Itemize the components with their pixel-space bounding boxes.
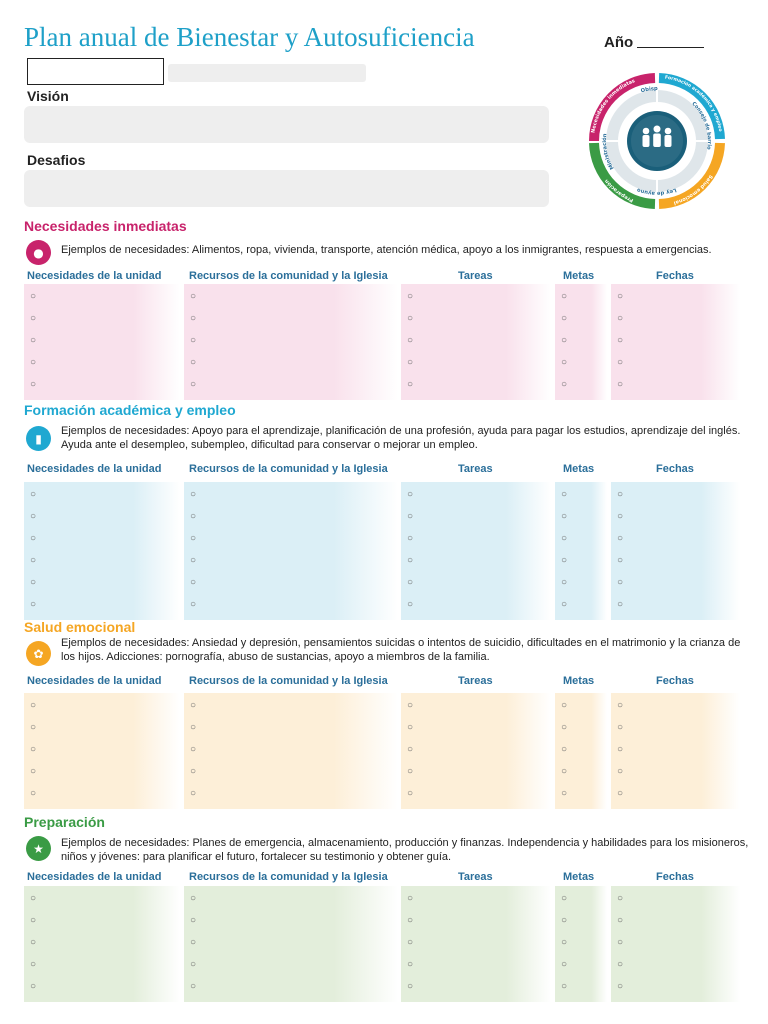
column-header: Necesidades de la unidad <box>27 463 162 475</box>
column-header: Recursos de la comunidad y la Iglesia <box>189 463 388 475</box>
wheel-label-0: Necesidades inmediatas <box>590 78 636 134</box>
challenges-field[interactable] <box>24 170 549 207</box>
table-cell[interactable]: ○ <box>617 577 624 588</box>
table-cell[interactable]: ○ <box>190 489 197 500</box>
table-cell[interactable]: ○ <box>561 915 568 926</box>
table-cell[interactable]: ○ <box>190 379 197 390</box>
year-input-line[interactable] <box>637 47 704 48</box>
table-cell[interactable]: ○ <box>190 335 197 346</box>
table-cell[interactable]: ○ <box>30 489 37 500</box>
unit-name-field[interactable] <box>168 64 366 82</box>
table-cell[interactable]: ○ <box>30 533 37 544</box>
table-column <box>611 482 740 620</box>
column-header: Metas <box>563 675 595 687</box>
table-cell[interactable]: ○ <box>407 937 414 948</box>
table-cell[interactable]: ○ <box>30 766 37 777</box>
table-cell[interactable]: ○ <box>617 722 624 733</box>
table-cell[interactable]: ○ <box>617 981 624 992</box>
table-cell[interactable]: ○ <box>30 893 37 904</box>
table-cell[interactable]: ○ <box>407 533 414 544</box>
table-cell[interactable]: ○ <box>561 555 568 566</box>
vision-label: Visión <box>27 88 69 104</box>
table-cell[interactable]: ○ <box>407 555 414 566</box>
table-cell[interactable]: ○ <box>407 915 414 926</box>
table-cell[interactable]: ○ <box>190 981 197 992</box>
wheel-inner-label-3: Ministración <box>601 133 616 171</box>
table-cell[interactable]: ○ <box>407 981 414 992</box>
unit-name-input[interactable] <box>27 58 164 85</box>
apple-icon: ● <box>26 240 51 265</box>
table-cell[interactable]: ○ <box>190 511 197 522</box>
table-cell[interactable]: ○ <box>30 335 37 346</box>
table-cell[interactable]: ○ <box>30 788 37 799</box>
table-cell[interactable]: ○ <box>617 937 624 948</box>
table-cell[interactable]: ○ <box>617 533 624 544</box>
table-cell[interactable]: ○ <box>561 700 568 711</box>
table-cell[interactable]: ○ <box>190 893 197 904</box>
table-cell[interactable]: ○ <box>561 489 568 500</box>
table-cell[interactable]: ○ <box>190 766 197 777</box>
section-title: Salud emocional <box>24 619 136 635</box>
table-cell[interactable]: ○ <box>407 291 414 302</box>
table-cell[interactable]: ○ <box>561 577 568 588</box>
table-cell[interactable]: ○ <box>617 335 624 346</box>
section-description: Ejemplos de necesidades: Alimentos, ropa, vivienda, transporte, atención médica, apoyo a los inmigrantes, respuesta a emergencias. <box>61 244 712 256</box>
column-header: Necesidades de la unidad <box>27 270 162 282</box>
column-header: Fechas <box>656 270 694 282</box>
column-header: Tareas <box>458 463 493 475</box>
table-column <box>184 284 398 400</box>
column-header: Necesidades de la unidad <box>27 871 162 883</box>
table-cell[interactable]: ○ <box>190 959 197 970</box>
table-column <box>401 284 551 400</box>
table-cell[interactable]: ○ <box>190 577 197 588</box>
table-cell[interactable]: ○ <box>617 788 624 799</box>
table-cell[interactable]: ○ <box>190 722 197 733</box>
table-cell[interactable]: ○ <box>561 959 568 970</box>
table-cell[interactable]: ○ <box>561 335 568 346</box>
table-cell[interactable]: ○ <box>617 555 624 566</box>
table-cell[interactable]: ○ <box>561 599 568 610</box>
table-cell[interactable]: ○ <box>407 744 414 755</box>
table-cell[interactable]: ○ <box>407 722 414 733</box>
column-header: Tareas <box>458 871 493 883</box>
table-cell[interactable]: ○ <box>190 744 197 755</box>
table-cell[interactable]: ○ <box>407 959 414 970</box>
column-header: Fechas <box>656 871 694 883</box>
table-cell[interactable]: ○ <box>407 599 414 610</box>
stars-icon: ★ <box>26 836 51 861</box>
table-cell[interactable]: ○ <box>561 379 568 390</box>
column-header: Tareas <box>458 675 493 687</box>
table-cell[interactable]: ○ <box>617 599 624 610</box>
table-cell[interactable]: ○ <box>617 766 624 777</box>
column-header: Metas <box>563 463 595 475</box>
column-header: Recursos de la comunidad y la Iglesia <box>189 270 388 282</box>
table-column <box>611 693 740 809</box>
table-column <box>611 284 740 400</box>
table-column <box>24 284 180 400</box>
page-title: Plan anual de Bienestar y Autosuficiencia <box>24 22 475 52</box>
table-cell[interactable]: ○ <box>30 599 37 610</box>
table-cell[interactable]: ○ <box>561 533 568 544</box>
table-cell[interactable]: ○ <box>617 959 624 970</box>
table-cell[interactable]: ○ <box>561 291 568 302</box>
section-description: Ejemplos de necesidades: Apoyo para el aprendizaje, planificación de una profesión, ayuda para pagar los estudios, aprendizaje del inglés. Ayuda ante el desempleo, subempleo, dificultad para conservar o mejorar un empleo. <box>61 425 741 451</box>
table-cell[interactable]: ○ <box>407 766 414 777</box>
section-title: Necesidades inmediatas <box>24 218 187 234</box>
table-cell[interactable]: ○ <box>617 511 624 522</box>
table-cell[interactable]: ○ <box>617 379 624 390</box>
column-header: Metas <box>563 871 595 883</box>
column-header: Fechas <box>656 463 694 475</box>
wheel-label-1: Formación académica y empleo <box>664 75 723 133</box>
table-cell[interactable]: ○ <box>407 511 414 522</box>
column-header: Recursos de la comunidad y la Iglesia <box>189 871 388 883</box>
table-cell[interactable]: ○ <box>407 357 414 368</box>
table-column <box>24 482 180 620</box>
table-cell[interactable]: ○ <box>561 893 568 904</box>
table-cell[interactable]: ○ <box>190 599 197 610</box>
column-header: Necesidades de la unidad <box>27 675 162 687</box>
table-cell[interactable]: ○ <box>190 788 197 799</box>
table-cell[interactable]: ○ <box>561 766 568 777</box>
table-cell[interactable]: ○ <box>190 937 197 948</box>
table-cell[interactable]: ○ <box>407 335 414 346</box>
table-cell[interactable]: ○ <box>407 700 414 711</box>
table-cell[interactable]: ○ <box>30 511 37 522</box>
challenges-label: Desafios <box>27 152 86 168</box>
table-column <box>184 886 398 1002</box>
table-cell[interactable]: ○ <box>190 533 197 544</box>
section-title: Formación académica y empleo <box>24 402 236 418</box>
wheel-inner-label-1: Consejo de barrio <box>690 101 712 150</box>
table-cell[interactable]: ○ <box>561 722 568 733</box>
wheel-label-2: Salud emocional <box>672 173 714 206</box>
table-cell[interactable]: ○ <box>407 788 414 799</box>
table-cell[interactable]: ○ <box>617 489 624 500</box>
column-header: Fechas <box>656 675 694 687</box>
table-cell[interactable]: ○ <box>190 915 197 926</box>
table-cell[interactable]: ○ <box>561 511 568 522</box>
table-column <box>24 693 180 809</box>
table-cell[interactable]: ○ <box>561 937 568 948</box>
table-cell[interactable]: ○ <box>30 357 37 368</box>
table-cell[interactable]: ○ <box>30 555 37 566</box>
wheel-inner-label-0: Obisp <box>640 85 658 95</box>
table-cell[interactable]: ○ <box>407 313 414 324</box>
table-cell[interactable]: ○ <box>617 357 624 368</box>
table-cell[interactable]: ○ <box>190 291 197 302</box>
table-cell[interactable]: ○ <box>190 700 197 711</box>
table-cell[interactable]: ○ <box>30 722 37 733</box>
table-column <box>184 693 398 809</box>
table-cell[interactable]: ○ <box>617 744 624 755</box>
year-label: Año <box>604 34 634 51</box>
table-cell[interactable]: ○ <box>561 788 568 799</box>
table-cell[interactable]: ○ <box>561 313 568 324</box>
table-cell[interactable]: ○ <box>30 981 37 992</box>
table-cell[interactable]: ○ <box>190 555 197 566</box>
table-cell[interactable]: ○ <box>561 744 568 755</box>
family-icon <box>643 126 672 148</box>
table-cell[interactable]: ○ <box>30 937 37 948</box>
wellbeing-wheel-diagram <box>586 70 728 212</box>
section-description: Ejemplos de necesidades: Ansiedad y depresión, pensamientos suicidas o intentos de suicidio, dificultades en el matrimonio y la crianza de los hijos. Adicciones: pornografía, abuso de sustancias, apoyo a miembros de la familia. <box>61 637 741 663</box>
book-icon: ▮ <box>26 426 51 451</box>
table-cell[interactable]: ○ <box>617 700 624 711</box>
section-title: Preparación <box>24 814 105 830</box>
table-cell[interactable]: ○ <box>190 313 197 324</box>
table-column <box>184 482 398 620</box>
table-cell[interactable]: ○ <box>30 313 37 324</box>
table-cell[interactable]: ○ <box>561 981 568 992</box>
table-column <box>401 482 551 620</box>
table-cell[interactable]: ○ <box>30 959 37 970</box>
column-header: Metas <box>563 270 595 282</box>
table-cell[interactable]: ○ <box>30 700 37 711</box>
table-cell[interactable]: ○ <box>30 744 37 755</box>
table-cell[interactable]: ○ <box>407 489 414 500</box>
table-cell[interactable]: ○ <box>617 893 624 904</box>
column-header: Recursos de la comunidad y la Iglesia <box>189 675 388 687</box>
table-cell[interactable]: ○ <box>30 915 37 926</box>
wheel-label-3: Preparación <box>603 177 635 204</box>
vision-field[interactable] <box>24 106 549 143</box>
table-cell[interactable]: ○ <box>617 915 624 926</box>
table-cell[interactable]: ○ <box>190 357 197 368</box>
table-cell[interactable]: ○ <box>30 577 37 588</box>
wheel-inner-label-2: Ley de ayuno <box>636 186 678 197</box>
table-cell[interactable]: ○ <box>30 291 37 302</box>
table-cell[interactable]: ○ <box>617 313 624 324</box>
table-column <box>401 693 551 809</box>
table-column <box>24 886 180 1002</box>
brain-icon: ✿ <box>26 641 51 666</box>
table-cell[interactable]: ○ <box>561 357 568 368</box>
section-description: Ejemplos de necesidades: Planes de emergencia, almacenamiento, producción y finanzas. Independencia y habilidades para los misioneros, niños y jóvenes: para planificar el futuro, fortalecer su testimonio y obtener guía. <box>61 837 749 863</box>
table-cell[interactable]: ○ <box>30 379 37 390</box>
table-cell[interactable]: ○ <box>407 577 414 588</box>
table-cell[interactable]: ○ <box>407 893 414 904</box>
column-header: Tareas <box>458 270 493 282</box>
table-column <box>611 886 740 1002</box>
table-cell[interactable]: ○ <box>407 379 414 390</box>
table-cell[interactable]: ○ <box>617 291 624 302</box>
table-column <box>401 886 551 1002</box>
